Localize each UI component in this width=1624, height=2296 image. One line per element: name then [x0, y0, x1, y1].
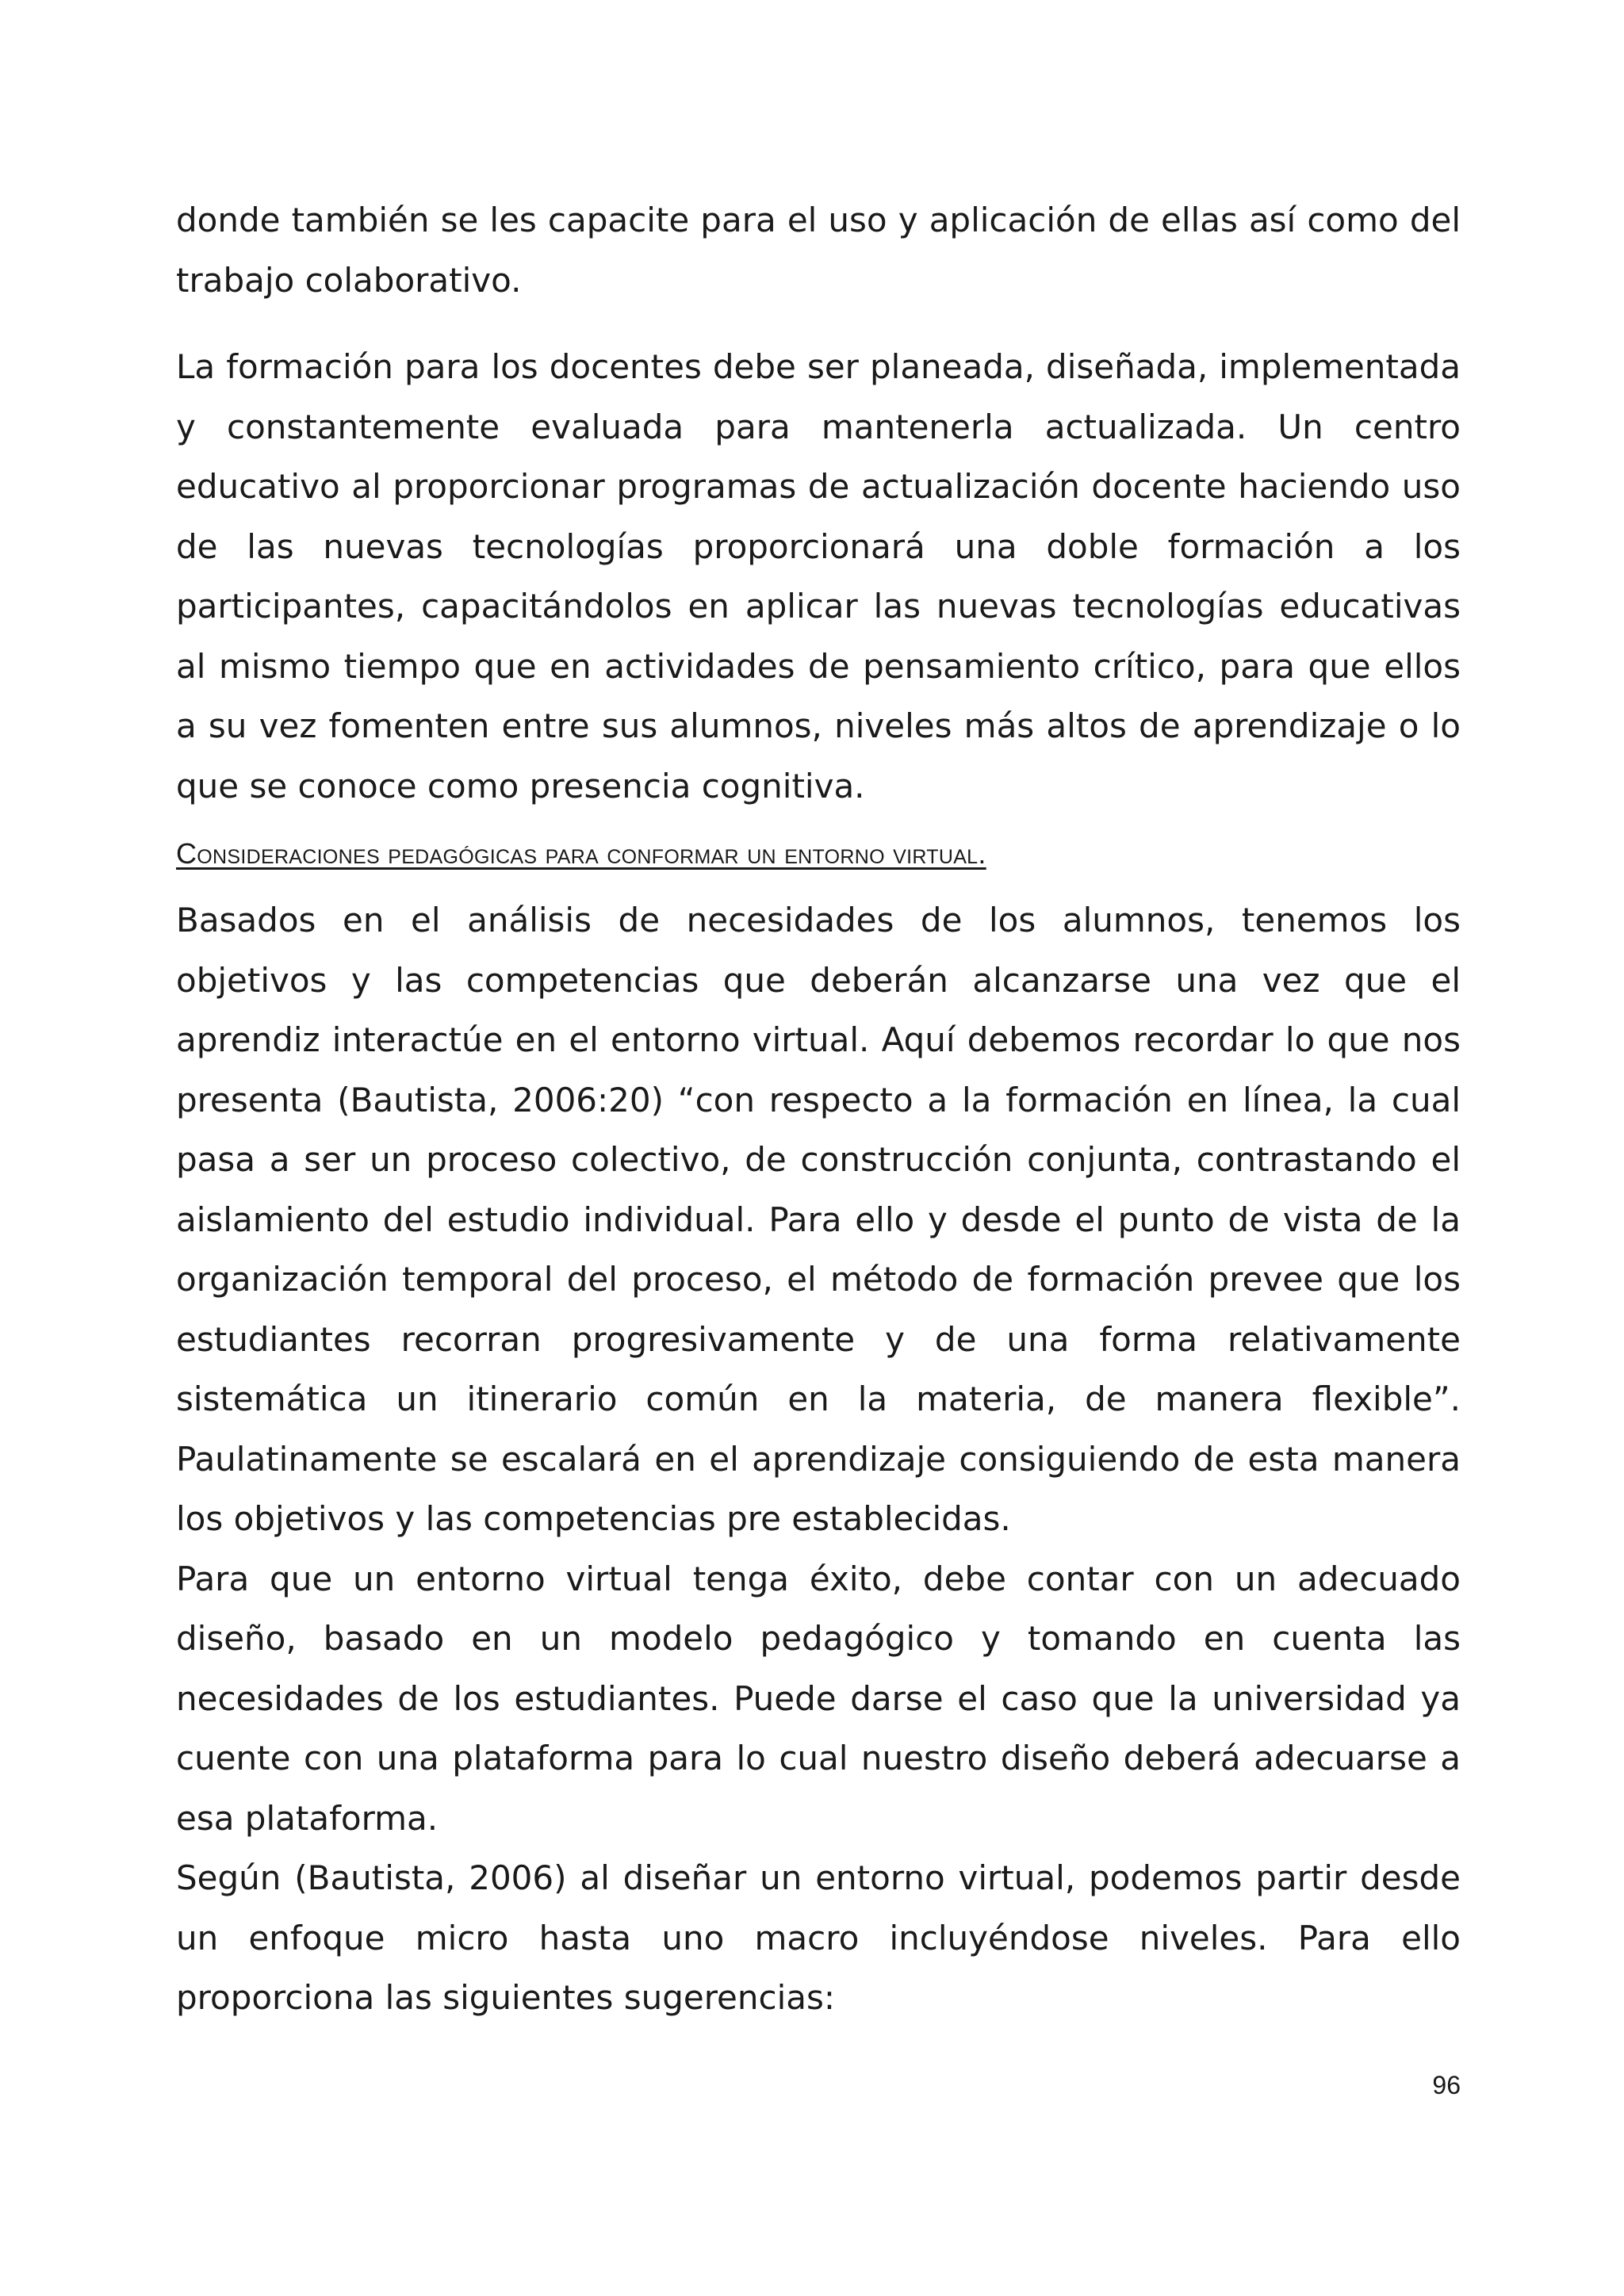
section-heading: Consideraciones pedagógicas para conformar un entorno virtual. [176, 837, 986, 870]
page-number: 96 [1432, 2071, 1461, 2099]
paragraph-2: La formación para los docentes debe ser planeada, diseñada, implementada y constantemente evaluada para mantenerla actualizada. Un centro educativo al proporcionar programas de actualización docente haciendo uso de las nuevas tecnologías proporcionará una doble formación a los participantes, capacitándolos en aplicar las nuevas tecnologías educativas al mismo tiempo que en actividades de pensamiento crítico, para que ellos a su vez fomenten entre sus alumnos, niveles más altos de aprendizaje o lo que se conoce como presencia cognitiva. [176, 347, 1461, 806]
paragraph-1: donde también se les capacite para el uso y aplicación de ellas así como del trabajo colaborativo. [176, 201, 1461, 300]
paragraph-gap [176, 310, 1461, 337]
paragraph-3: Basados en el análisis de necesidades de los alumnos, tenemos los objetivos y las competencias que deberán alcanzarse una vez que el aprendiz interactúe en el entorno virtual. Aquí debemos recordar lo que nos presenta (Bautista, 2006:20) “con respecto a la formación en línea, la cual pasa a ser un proceso colectivo, de construcción conjunta, contrastando el aislamiento del estudio individual. Para ello y desde el punto de vista de la organización temporal del proceso, el método de formación prevee que los estudiantes recorran progresivamente y de una forma relativamente sistemática un itinerario común en la materia, de manera flexible”. Paulatinamente se escalará en el aprendizaje consiguiendo de esta manera los objetivos y las competencias pre establecidas. [176, 901, 1461, 1538]
paragraph-5: Según (Bautista, 2006) al diseñar un entorno virtual, podemos partir desde un enfoque micro hasta uno macro incluyéndose niveles. Para ello proporciona las siguientes sugerencias: [176, 1858, 1461, 2017]
section-heading-wrap [176, 816, 1461, 890]
page-body [176, 190, 1461, 2028]
paragraph-4: Para que un entorno virtual tenga éxito, debe contar con un adecuado diseño, basado en un modelo pedagógico y tomando en cuenta las necesidades de los estudiantes. Puede darse el caso que la universidad ya cuente con una plataforma para lo cual nuestro diseño deberá adecuarse a esa plataforma. [176, 1559, 1461, 1838]
